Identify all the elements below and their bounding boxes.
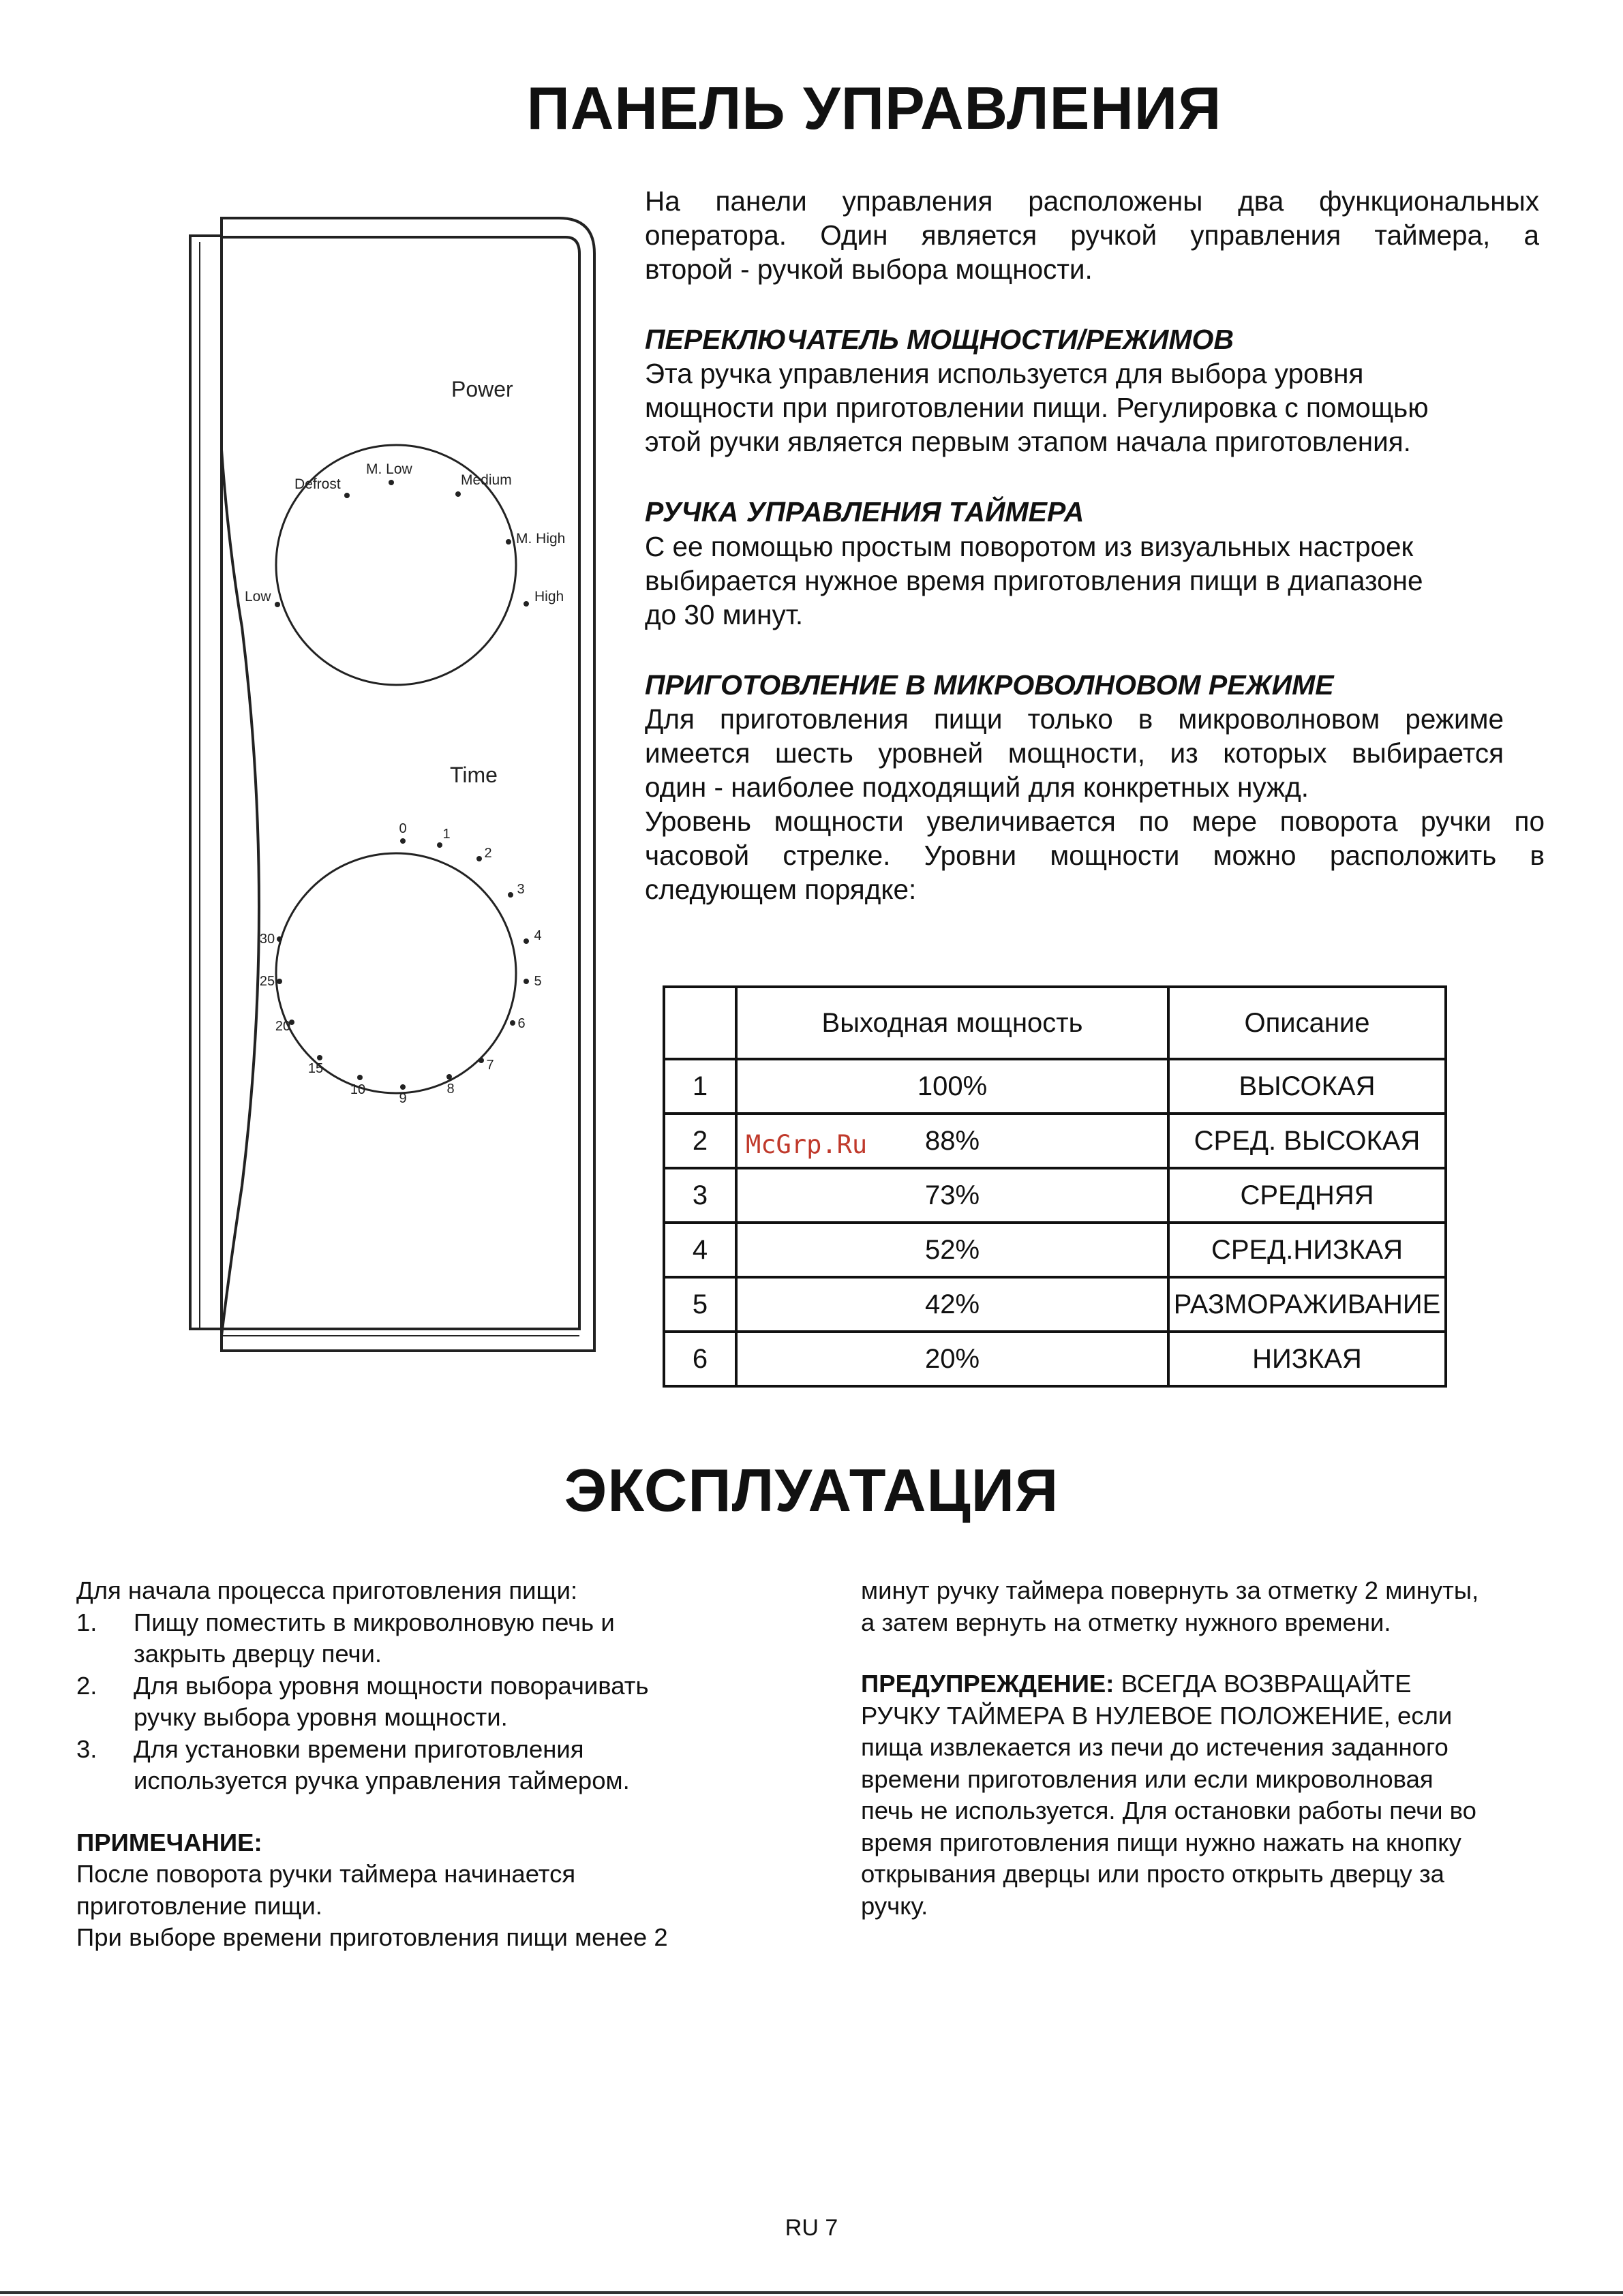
text-line: времени приготовления или если микроволновая	[861, 1764, 1434, 1793]
table-row	[664, 1059, 1446, 1114]
time-mark-label: 4	[534, 928, 542, 943]
power-switch-heading: ПЕРЕКЛЮЧАТЕЛЬ МОЩНОСТИ/РЕЖИМОВ	[645, 324, 1234, 355]
time-mark-label: 3	[517, 882, 525, 897]
time-mark-label: 20	[275, 1019, 291, 1034]
text-line: используется ручка управления таймером.	[134, 1766, 630, 1794]
text-line: Уровень мощности увеличивается по мере поворота ручки по	[645, 806, 1545, 837]
text-line: пища извлекается из печи до истечения заданного	[861, 1733, 1448, 1761]
panel-outline	[222, 218, 594, 1351]
time-mark-dot	[508, 892, 513, 898]
text-line: минут ручку таймера повернуть за отметку 2 минуты,	[861, 1576, 1479, 1604]
power-switch-text	[645, 356, 1429, 459]
text-line: имеется шесть уровней мощности, из которых выбирается	[645, 737, 1504, 769]
power-mark-label: Defrost	[294, 476, 341, 492]
level-number: 1	[664, 1059, 736, 1114]
level-number: 5	[664, 1277, 736, 1332]
level-number: 6	[664, 1332, 736, 1386]
text-line: Эта ручка управления используется для выбора уровня	[645, 358, 1364, 389]
time-mark-label: 6	[517, 1016, 526, 1031]
time-mark-label: 0	[399, 821, 407, 836]
time-mark-dot	[524, 979, 529, 984]
level-number: 3	[664, 1168, 736, 1223]
text-line: При выборе времени приготовления пищи менее 2	[76, 1923, 668, 1951]
text-line: ручку выбора уровня мощности.	[134, 1703, 508, 1731]
power-mark-dot	[275, 602, 280, 607]
intro-line: На панели управления расположены два функциональных	[645, 185, 1539, 217]
intro-line: второй - ручкой выбора мощности.	[645, 254, 1093, 285]
text-line: этой ручки является первым этапом начала приготовления.	[645, 426, 1411, 457]
operation-intro: Для начала процесса приготовления пищи:	[76, 1576, 578, 1604]
text-line: время приготовления пищи нужно нажать на кнопку	[861, 1828, 1461, 1856]
text-line: следующем порядке:	[645, 874, 917, 905]
microwave-mode-text	[645, 702, 1545, 906]
text-line: выбирается нужное время приготовления пищи в диапазоне	[645, 565, 1423, 596]
table-row	[664, 1223, 1446, 1277]
time-mark-label: 15	[307, 1061, 324, 1076]
text-line: а затем вернуть на отметку нужного времени.	[861, 1608, 1391, 1636]
page-title: ПАНЕЛЬ УПРАВЛЕНИЯ	[526, 74, 1222, 142]
text-line: открывания дверцы или просто открыть дверцу за	[861, 1860, 1444, 1888]
power-mark-dot	[524, 601, 529, 607]
timer-knob-heading: РУЧКА УПРАВЛЕНИЯ ТАЙМЕРА	[645, 496, 1084, 527]
power-knob-marks	[245, 461, 565, 607]
text-line: После поворота ручки таймера начинается	[76, 1860, 576, 1888]
output-power: 88%	[736, 1114, 1168, 1168]
panel-curve	[222, 450, 259, 1336]
text-line: закрыть дверцу печи.	[134, 1640, 382, 1668]
text-line: часовой стрелке. Уровни мощности можно расположить в	[645, 840, 1545, 871]
output-power: 73%	[736, 1168, 1168, 1223]
time-mark-dot	[510, 1020, 515, 1026]
level-number: 2	[664, 1114, 736, 1168]
bottom-rule	[0, 2291, 1623, 2294]
time-mark-label: 2	[484, 846, 492, 861]
time-mark-label: 10	[350, 1082, 366, 1097]
power-mark-dot	[455, 491, 461, 497]
time-mark-dot	[277, 936, 282, 942]
list-number: 1.	[76, 1608, 97, 1636]
level-description: НИЗКАЯ	[1168, 1332, 1446, 1386]
power-mark-dot	[389, 480, 394, 485]
table-row	[664, 1277, 1446, 1332]
watermark: McGrp.Ru	[746, 1130, 868, 1159]
power-mark-dot	[506, 539, 511, 545]
table-row	[664, 1168, 1446, 1223]
list-number: 2.	[76, 1671, 97, 1700]
time-mark-label: 5	[534, 974, 542, 989]
text-line: до 30 минут.	[645, 599, 804, 630]
page-number: RU 7	[785, 2215, 838, 2241]
text-line: один - наиболее подходящий для конкретных нужд.	[645, 771, 1309, 803]
output-power: 100%	[736, 1059, 1168, 1114]
timer-knob-marks	[260, 821, 542, 1106]
text-line: мощности при приготовлении пищи. Регулировка с помощью	[645, 392, 1429, 423]
level-number: 4	[664, 1223, 736, 1277]
power-levels-table	[663, 985, 1447, 1388]
time-mark-dot	[400, 838, 406, 844]
text-line: Пищу поместить в микроволновую печь и	[134, 1608, 615, 1636]
warning-label: ПРЕДУПРЕЖДЕНИЕ:	[861, 1670, 1114, 1698]
list-number: 3.	[76, 1734, 97, 1763]
power-mark-label: M. Low	[366, 461, 412, 477]
warning-first-line	[861, 1668, 1563, 1700]
time-mark-dot	[479, 1058, 484, 1063]
text-line: печь не используется. Для остановки работы печи во	[861, 1796, 1476, 1824]
operation-right-column	[861, 1575, 1563, 1922]
level-description: СРЕД. ВЫСОКАЯ	[1168, 1114, 1446, 1168]
level-description: СРЕД.НИЗКАЯ	[1168, 1223, 1446, 1277]
time-mark-dot	[524, 938, 529, 944]
operation-left-column	[76, 1575, 785, 1954]
control-panel-diagram	[174, 204, 610, 1370]
table-header-cell: Описание	[1168, 987, 1446, 1059]
time-mark-dot	[357, 1075, 363, 1080]
timer-knob	[276, 853, 516, 1093]
time-mark-dot	[277, 979, 282, 984]
panel-side-plate	[190, 236, 222, 1329]
table-header-cell: Выходная мощность	[736, 987, 1168, 1059]
time-mark-label: 1	[442, 827, 451, 842]
text-line: С ее помощью простым поворотом из визуальных настроек	[645, 531, 1414, 562]
time-mark-label: 25	[259, 974, 275, 989]
time-mark-label: 7	[486, 1058, 494, 1073]
list-item	[76, 1607, 785, 1670]
time-mark-label: 9	[399, 1091, 407, 1106]
text-line: РУЧКУ ТАЙМЕРА В НУЛЕВОЕ ПОЛОЖЕНИЕ, если	[861, 1701, 1453, 1730]
panel-inner-edge	[220, 237, 579, 1329]
power-mark-label: Medium	[461, 472, 512, 488]
timer-knob-text	[645, 530, 1423, 632]
list-item	[76, 1670, 785, 1734]
list-item	[76, 1734, 785, 1797]
time-mark-dot	[317, 1055, 322, 1060]
text-line: Для приготовления пищи только в микроволновом режиме	[645, 703, 1504, 735]
time-mark-label: 8	[446, 1082, 455, 1097]
time-mark-dot	[437, 842, 442, 848]
power-mark-label: M. High	[516, 531, 566, 547]
output-power: 42%	[736, 1277, 1168, 1332]
text-line: ручку.	[861, 1891, 928, 1920]
time-mark-dot	[400, 1084, 406, 1090]
text-line: приготовление пищи.	[76, 1891, 322, 1920]
time-mark-label: 30	[259, 932, 275, 947]
text-line: Для выбора уровня мощности поворачивать	[134, 1671, 649, 1700]
output-power: 52%	[736, 1223, 1168, 1277]
intro-line: оператора. Один является ручкой управления таймера, а	[645, 219, 1539, 251]
level-description: РАЗМОРАЖИВАНИЕ	[1168, 1277, 1446, 1332]
microwave-mode-heading: ПРИГОТОВЛЕНИЕ В МИКРОВОЛНОВОМ РЕЖИМЕ	[645, 669, 1334, 701]
power-mark-label: Low	[245, 589, 271, 604]
power-label: Power	[451, 377, 513, 401]
level-description: ВЫСОКАЯ	[1168, 1059, 1446, 1114]
time-label: Time	[450, 763, 498, 787]
table-row	[664, 1332, 1446, 1386]
time-mark-dot	[476, 856, 482, 861]
level-description: СРЕДНЯЯ	[1168, 1168, 1446, 1223]
power-mark-dot	[344, 493, 350, 498]
operation-title: ЭКСПЛУАТАЦИЯ	[564, 1456, 1059, 1524]
warning-first-text: ВСЕГДА ВОЗВРАЩАЙТЕ	[1114, 1670, 1412, 1698]
time-mark-dot	[446, 1074, 452, 1080]
output-power: 20%	[736, 1332, 1168, 1386]
table-header-row	[664, 987, 1446, 1059]
note-heading: ПРИМЕЧАНИЕ:	[76, 1828, 262, 1856]
power-mark-label: High	[534, 589, 564, 604]
table-header-cell	[664, 987, 736, 1059]
text-line: Для установки времени приготовления	[134, 1734, 584, 1763]
intro-paragraph	[645, 184, 1539, 286]
